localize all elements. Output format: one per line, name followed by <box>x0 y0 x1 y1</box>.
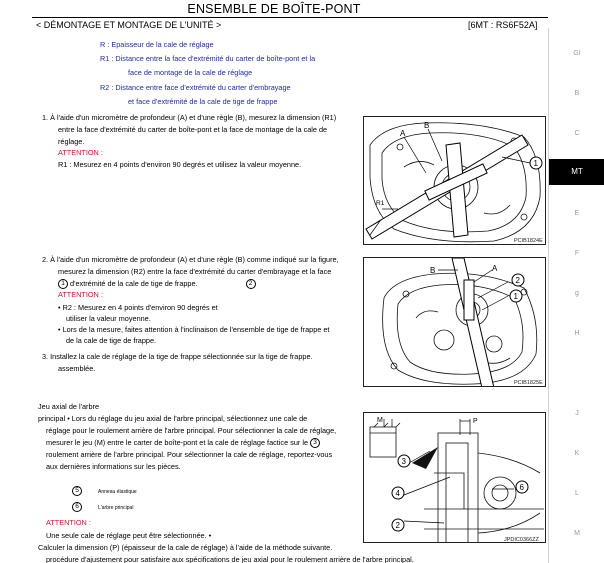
item5-callout: 5 <box>72 486 82 496</box>
step2-note2a: • Lors de la mesure, faites attention à l'inclinaison de l'ensemble de tige de frappe et <box>58 325 330 334</box>
section-title: < DÉMONTAGE ET MONTAGE DE L'UNITÉ > <box>36 20 222 30</box>
index-tab-h[interactable]: H <box>574 330 580 337</box>
play-attention: ATTENTION : <box>46 518 91 527</box>
step3-line1: 3. Installez la cale de réglage de la tige de frappe sélectionnée sur la tige de frappe. <box>42 352 313 361</box>
step2-note2b: de la cale de tige de frappe. <box>66 336 157 345</box>
legend-r: R : Epaisseur de la cale de réglage <box>100 40 214 49</box>
fig3-callout-2: 2 <box>395 521 400 530</box>
item6-row <box>72 502 133 514</box>
fig2-callout-2: 2 <box>515 276 520 285</box>
figure-1 <box>363 116 546 245</box>
fig3-callout-6: 6 <box>519 483 524 492</box>
index-tab-mt[interactable]: MT <box>549 159 604 185</box>
index-tab-m[interactable]: M <box>574 530 580 537</box>
play-note: Une seule cale de réglage peut être sélectionnée. • <box>46 531 212 540</box>
page-title: ENSEMBLE DE BOÎTE-PONT <box>187 2 361 16</box>
index-tab-e[interactable]: E <box>574 210 580 217</box>
step1-line3: réglage. <box>58 137 85 146</box>
play-heading2: principal • Lors du réglage du jeu axial de l'arbre principal, sélectionnez une cale de <box>38 414 308 423</box>
legend-r1-a: R1 : Distance entre la face d'extrémité du carter de boîte-pont et la <box>100 54 316 63</box>
fig3-arrow <box>412 447 438 469</box>
index-tab-gi[interactable]: GI <box>573 50 581 57</box>
play-calc2: procédure d'ajustement pour satisfaire aux spécifications de jeu axial pour le roulement arrière de l'arbre principal. <box>46 555 414 563</box>
fig3-callout-3: 3 <box>401 457 406 466</box>
figure-2 <box>363 257 546 387</box>
figure-2-id: PCIB1825E <box>514 380 543 386</box>
index-tab-j[interactable]: J <box>575 410 579 417</box>
figure-3 <box>363 412 546 543</box>
index-tab-g[interactable]: g <box>575 290 579 297</box>
play-calc1: Calculer la dimension (P) (épaisseur de la cale de réglage) à l'aide de la méthode suivante. <box>38 543 333 552</box>
fig1-label-a: A <box>400 129 406 138</box>
legend-r2-b: et face d'extrémité de la cale de tige de frappe <box>128 97 278 106</box>
step2-line3: d'extrémité de la cale de tige de frappe. <box>70 279 198 288</box>
figure-3-id: JPDIC0366ZZ <box>504 537 539 543</box>
play-line5: aux dernières informations sur les pièces. <box>46 462 181 471</box>
fig3-callout-4: 4 <box>395 489 400 498</box>
figure-1-id: PCIB1824E <box>514 238 543 244</box>
figure-3-drawing <box>364 413 546 543</box>
index-tab-f[interactable]: F <box>574 250 580 257</box>
index-tab-l[interactable]: L <box>575 490 579 497</box>
step2-note1a: • R2 : Mesurez en 4 points d'environ 90 degrés et <box>58 303 218 312</box>
step1-attention: ATTENTION : <box>58 148 103 157</box>
legend-r2-a: R2 : Distance entre face d'extrémité du carter d'embrayage <box>100 83 291 92</box>
item6-label: L'arbre principal <box>98 505 134 511</box>
step2-line3-wrap <box>58 279 256 290</box>
play-line3: mesurer le jeu (M) entre le carter de boîte-pont et la cale de réglage factice sur le <box>46 438 309 447</box>
step2-line1: 2. À l'aide d'un micromètre de profondeur (A) et d'une règle (B) comme indiqué sur la figure, <box>42 255 339 264</box>
step2-note1b: utiliser la valeur moyenne. <box>66 314 151 323</box>
fig2-label-a: A <box>492 264 498 273</box>
play-callout-3: 3 <box>310 438 320 448</box>
header-rule <box>32 17 548 18</box>
index-tab-c[interactable]: C <box>574 130 580 137</box>
item5-label: Anneau élastique <box>98 489 137 495</box>
step1-line2: entre la face d'extrémité du carter de boîte-pont et la face de montage de la cale de <box>58 125 328 134</box>
step2-line2: mesurez la dimension (R2) entre la face d'extrémité du carter d'embrayage et la face <box>58 267 332 276</box>
item6-callout: 6 <box>72 502 82 512</box>
fig1-label-r1: R1 <box>376 200 385 207</box>
index-tab-b[interactable]: B <box>574 90 580 97</box>
fig2-label-b: B <box>430 266 436 275</box>
step1-line1: 1. À l'aide d'un micromètre de profondeur (A) et d'une règle (B), mesurez la dimension (R1) <box>42 113 337 122</box>
play-line4: roulement arrière de l'arbre principal. Pour sélectionner la cale de réglage, reportez-vous <box>46 450 333 459</box>
model-code: [6MT : RS6F52A] <box>468 20 538 30</box>
step2-callout-1: 1 <box>58 279 68 289</box>
step2-attention: ATTENTION : <box>58 290 103 299</box>
fig3-label-p: P <box>473 418 478 425</box>
fig2-callout-1: 1 <box>513 292 518 301</box>
figure-2-drawing <box>364 258 546 387</box>
index-tab-k[interactable]: K <box>574 450 580 457</box>
legend-r1-b: face de montage de la cale de réglage <box>128 68 253 77</box>
fig1-label-b: B <box>424 121 430 130</box>
step2-callout-2: 2 <box>246 279 256 289</box>
step1-note: R1 : Mesurez en 4 points d'environ 90 degrés et utilisez la valeur moyenne. <box>58 160 302 169</box>
play-line2: réglage pour le roulement arrière de l'arbre principal. Pour sélectionner la cale de réglage, <box>46 426 337 435</box>
figure-1-drawing <box>364 117 546 245</box>
section-index-sidebar <box>548 28 604 563</box>
play-line3-wrap <box>46 438 320 449</box>
step3-line2: assemblée. <box>58 364 96 373</box>
play-heading1: Jeu axial de l'arbre <box>38 402 100 411</box>
fig1-callout-1: 1 <box>533 159 538 168</box>
item5-row <box>72 486 137 498</box>
fig3-label-m: M <box>377 417 383 424</box>
